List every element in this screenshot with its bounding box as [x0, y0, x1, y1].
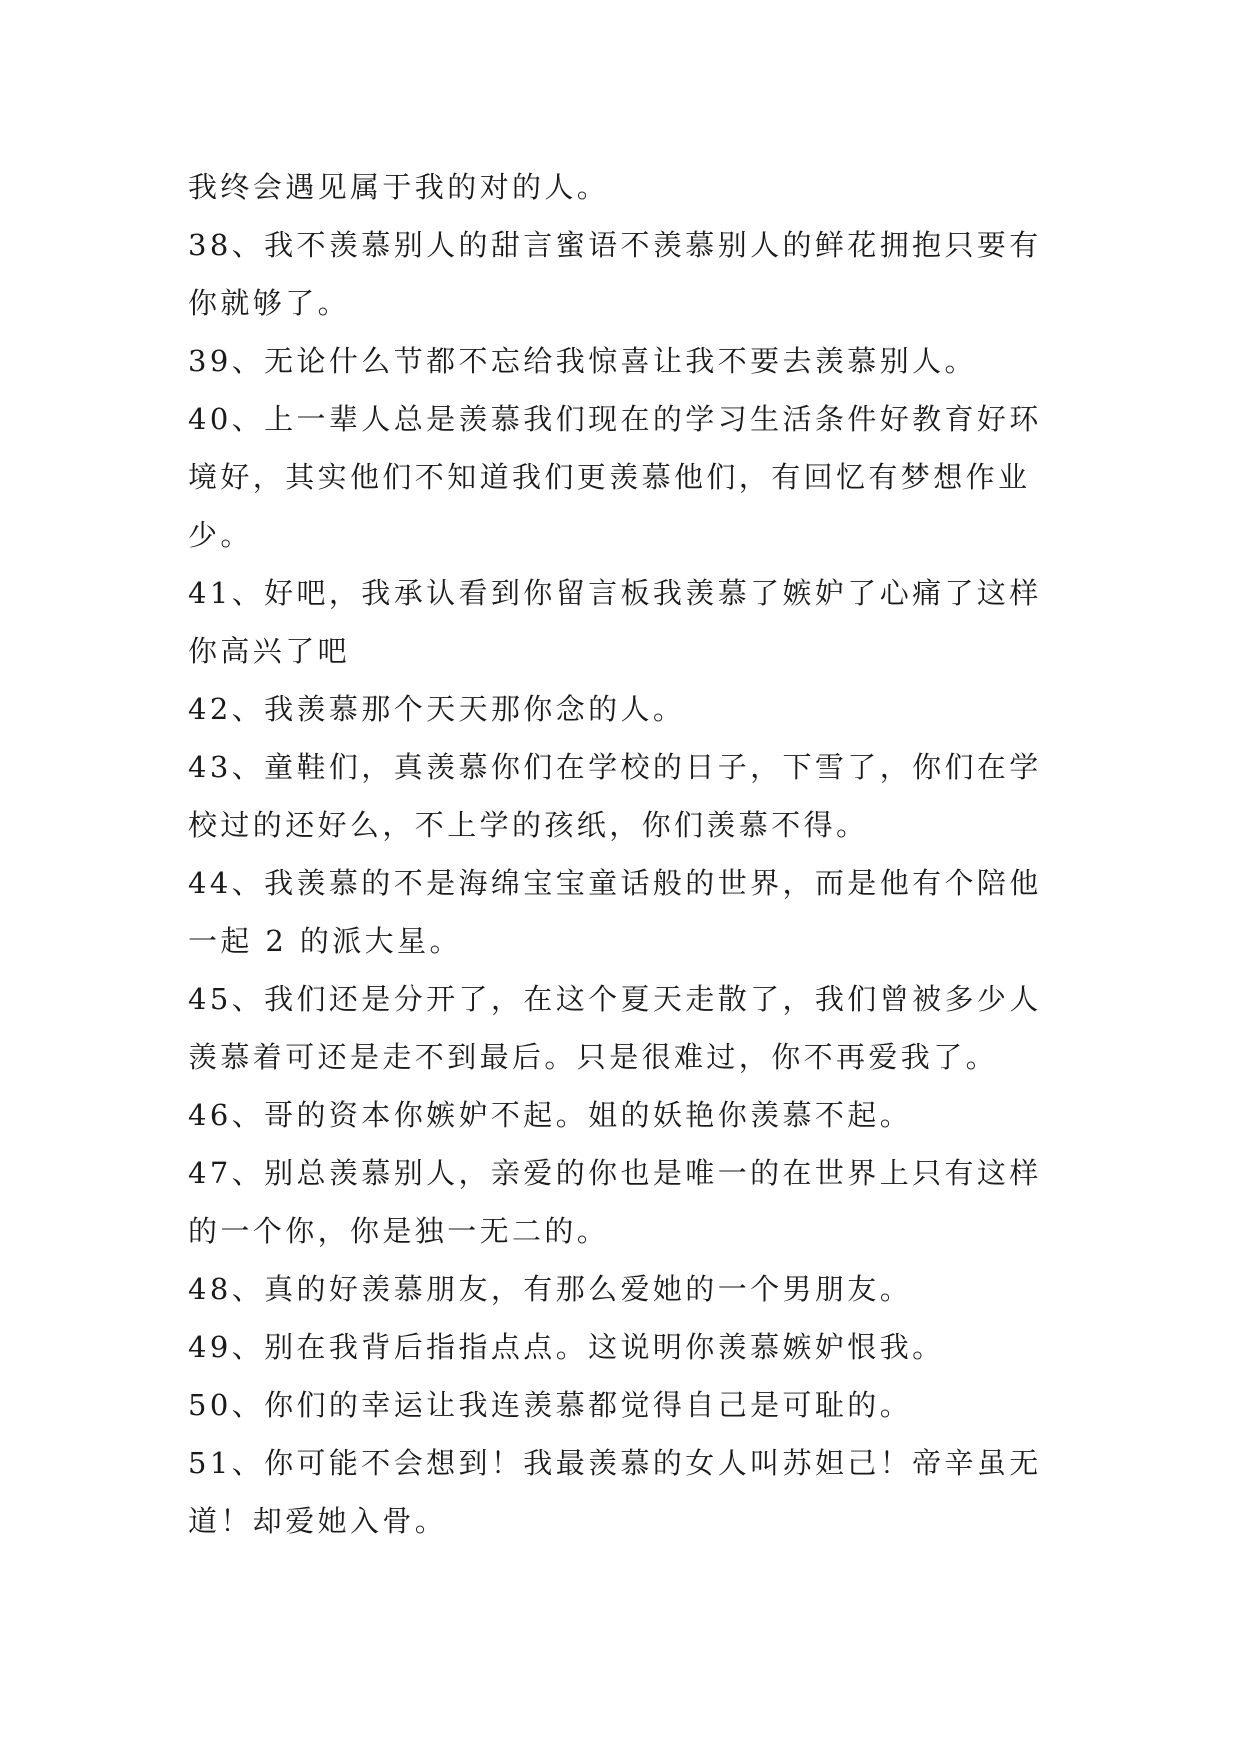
text-line: 你就够了。: [188, 286, 351, 320]
text-line: 46、哥的资本你嫉妒不起。姐的妖艳你羡慕不起。: [188, 1098, 913, 1132]
text-line: 48、真的好羡慕朋友，有那么爱她的一个男朋友。: [188, 1272, 913, 1306]
text-line: 校过的还好么，不上学的孩纸，你们羡慕不得。: [188, 808, 869, 842]
document-body: [188, 158, 1068, 1550]
text-line: 一起 2 的派大星。: [188, 924, 462, 958]
text-line: 40、上一辈人总是羡慕我们现在的学习生活条件好教育好环: [188, 402, 1042, 436]
text-line: 我终会遇见属于我的对的人。: [188, 170, 610, 204]
text-line: 38、我不羡慕别人的甜言蜜语不羡慕别人的鲜花拥抱只要有: [188, 228, 1042, 262]
text-line: 44、我羡慕的不是海绵宝宝童话般的世界，而是他有个陪他: [188, 866, 1042, 900]
text-line: 的一个你，你是独一无二的。: [188, 1214, 610, 1248]
text-line: 51、你可能不会想到！我最羡慕的女人叫苏妲己！帝辛虽无: [188, 1446, 1042, 1480]
text-line: 境好，其实他们不知道我们更羡慕他们，有回忆有梦想作业: [188, 460, 1031, 494]
text-line: 45、我们还是分开了，在这个夏天走散了，我们曾被多少人: [188, 982, 1042, 1016]
text-line: 42、我羡慕那个天天那你念的人。: [188, 692, 686, 726]
text-line: 少。: [188, 518, 253, 552]
text-line: 39、无论什么节都不忘给我惊喜让我不要去羡慕别人。: [188, 344, 977, 378]
text-line: 道！却爱她入骨。: [188, 1504, 448, 1538]
text-line: 47、别总羡慕别人，亲爱的你也是唯一的在世界上只有这样: [188, 1156, 1042, 1190]
text-line: 43、童鞋们，真羡慕你们在学校的日子，下雪了，你们在学: [188, 750, 1042, 784]
text-line: 49、别在我背后指指点点。这说明你羡慕嫉妒恨我。: [188, 1330, 945, 1364]
text-line: 50、你们的幸运让我连羡慕都觉得自己是可耻的。: [188, 1388, 913, 1422]
text-line: 羡慕着可还是走不到最后。只是很难过，你不再爱我了。: [188, 1040, 999, 1074]
text-line: 41、好吧，我承认看到你留言板我羡慕了嫉妒了心痛了这样: [188, 576, 1042, 610]
text-line: 你高兴了吧: [188, 634, 351, 668]
